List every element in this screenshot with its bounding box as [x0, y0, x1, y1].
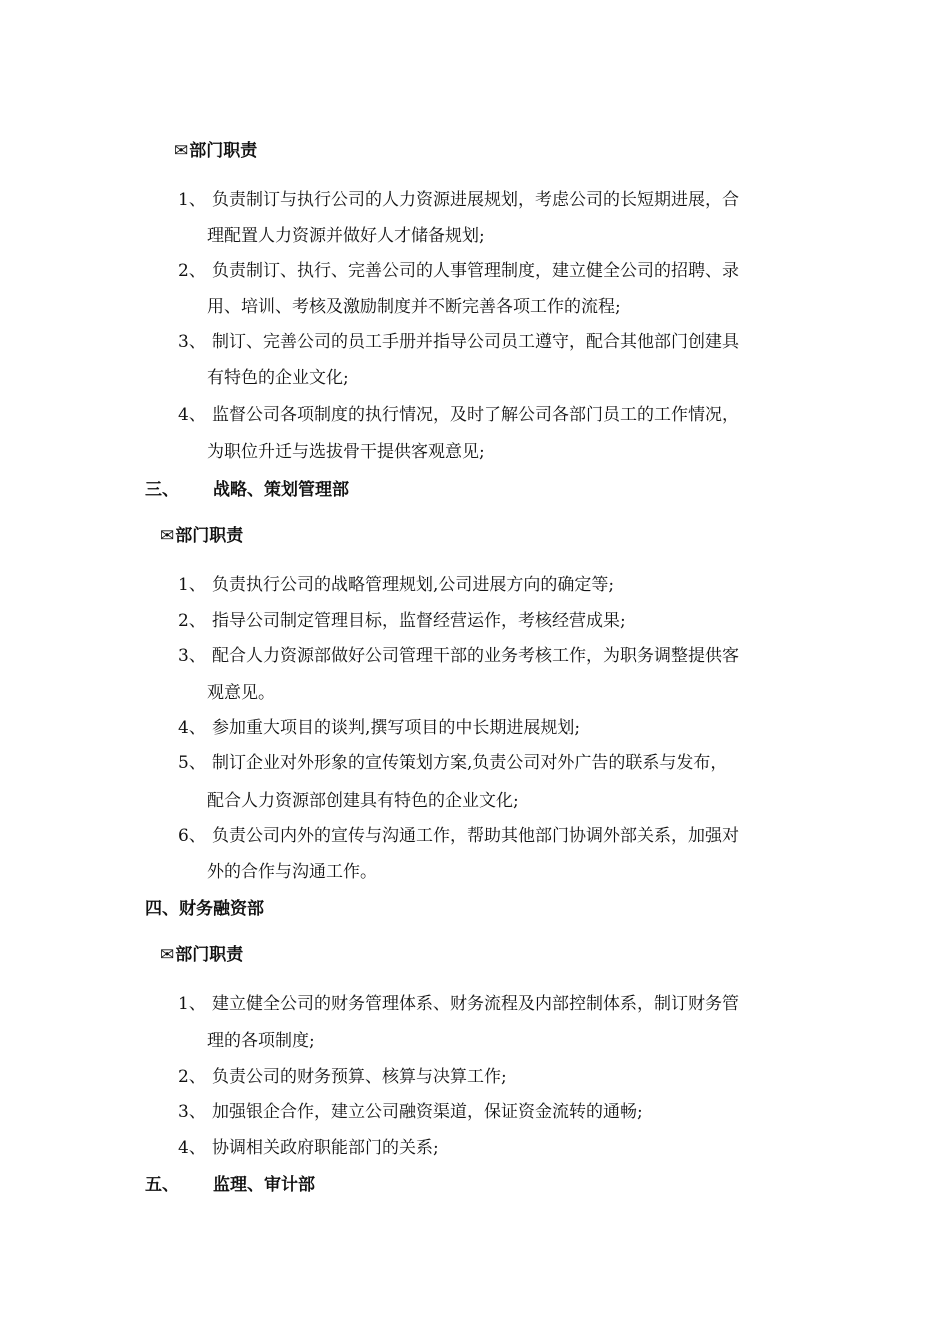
list-item	[178, 824, 739, 848]
item-text: 负责公司内外的宣传与沟通工作，帮助其他部门协调外部关系，加强对	[212, 826, 739, 846]
item-number: 3、	[178, 646, 206, 666]
section-number: 五、	[145, 1175, 179, 1195]
item-number: 1、	[178, 994, 206, 1014]
item-number: 2、	[178, 611, 206, 631]
section-number: 三、	[145, 480, 179, 500]
item-text: 指导公司制定管理目标，监督经营运作，考核经营成果;	[212, 611, 626, 631]
list-item	[178, 573, 614, 597]
item-number: 3、	[178, 1102, 206, 1122]
section-heading: 四、财务融资部	[145, 899, 264, 919]
item-number: 1、	[178, 190, 206, 210]
item-number: 4、	[178, 405, 206, 425]
list-item	[178, 330, 739, 354]
list-item	[178, 609, 626, 633]
item-text: 建立健全公司的财务管理体系、财务流程及内部控制体系，制订财务管	[212, 994, 739, 1014]
list-item-continuation: 有特色的企业文化;	[207, 368, 349, 388]
section-title: 战略、策划管理部	[213, 480, 349, 500]
section-heading	[145, 478, 349, 502]
item-number: 4、	[178, 1138, 206, 1158]
list-item	[178, 1136, 439, 1160]
envelope-icon: ✉	[160, 526, 175, 546]
list-item	[178, 1065, 507, 1089]
sub-heading-label: 部门职责	[175, 945, 244, 965]
list-item-continuation: 用、培训、考核及激励制度并不断完善各项工作的流程;	[207, 297, 621, 317]
sub-heading-hr	[174, 139, 257, 163]
list-item	[178, 403, 739, 427]
item-text: 负责制订与执行公司的人力资源进展规划，考虑公司的长短期进展，合	[212, 190, 739, 210]
item-text: 负责制订、执行、完善公司的人事管理制度，建立健全公司的招聘、录	[212, 261, 739, 281]
list-item-continuation: 理配置人力资源并做好人才储备规划;	[207, 226, 485, 246]
envelope-icon: ✉	[174, 141, 189, 161]
list-item	[178, 644, 739, 668]
sub-heading-strategy	[160, 524, 243, 548]
item-text: 监督公司各项制度的执行情况，及时了解公司各部门员工的工作情况，	[212, 405, 739, 425]
list-item	[178, 1100, 643, 1124]
item-text: 负责执行公司的战略管理规划,公司进展方向的确定等;	[212, 575, 615, 595]
list-item	[178, 751, 727, 775]
list-item	[178, 992, 739, 1016]
list-item	[178, 716, 580, 740]
item-text: 负责公司的财务预算、核算与决算工作;	[212, 1067, 507, 1087]
item-text: 加强银企合作，建立公司融资渠道，保证资金流转的通畅;	[212, 1102, 643, 1122]
list-item-continuation: 观意见。	[207, 683, 275, 703]
item-text: 协调相关政府职能部门的关系;	[212, 1138, 439, 1158]
item-text: 制订、完善公司的员工手册并指导公司员工遵守，配合其他部门创建具	[212, 332, 739, 352]
item-number: 6、	[178, 826, 206, 846]
list-item	[178, 259, 739, 283]
list-item-continuation: 为职位升迁与选拔骨干提供客观意见;	[207, 442, 485, 462]
item-text: 参加重大项目的谈判,撰写项目的中长期进展规划;	[212, 718, 581, 738]
sub-heading-label: 部门职责	[175, 526, 244, 546]
item-number: 3、	[178, 332, 206, 352]
section-heading	[145, 1173, 315, 1197]
sub-heading-label: 部门职责	[189, 141, 258, 161]
envelope-icon: ✉	[160, 945, 175, 965]
item-number: 5、	[178, 753, 206, 773]
item-text: 配合人力资源部做好公司管理干部的业务考核工作，为职务调整提供客	[212, 646, 739, 666]
item-number: 1、	[178, 575, 206, 595]
list-item-continuation: 理的各项制度;	[207, 1031, 315, 1051]
item-number: 2、	[178, 1067, 206, 1087]
item-text: 制订企业对外形象的宣传策划方案,负责公司对外广告的联系与发布，	[212, 753, 728, 773]
item-number: 2、	[178, 261, 206, 281]
list-item-continuation: 配合人力资源部创建具有特色的企业文化;	[207, 791, 519, 811]
sub-heading-finance	[160, 943, 243, 967]
list-item	[178, 188, 739, 212]
list-item-continuation: 外的合作与沟通工作。	[207, 862, 377, 882]
item-number: 4、	[178, 718, 206, 738]
section-title: 监理、审计部	[213, 1175, 315, 1195]
